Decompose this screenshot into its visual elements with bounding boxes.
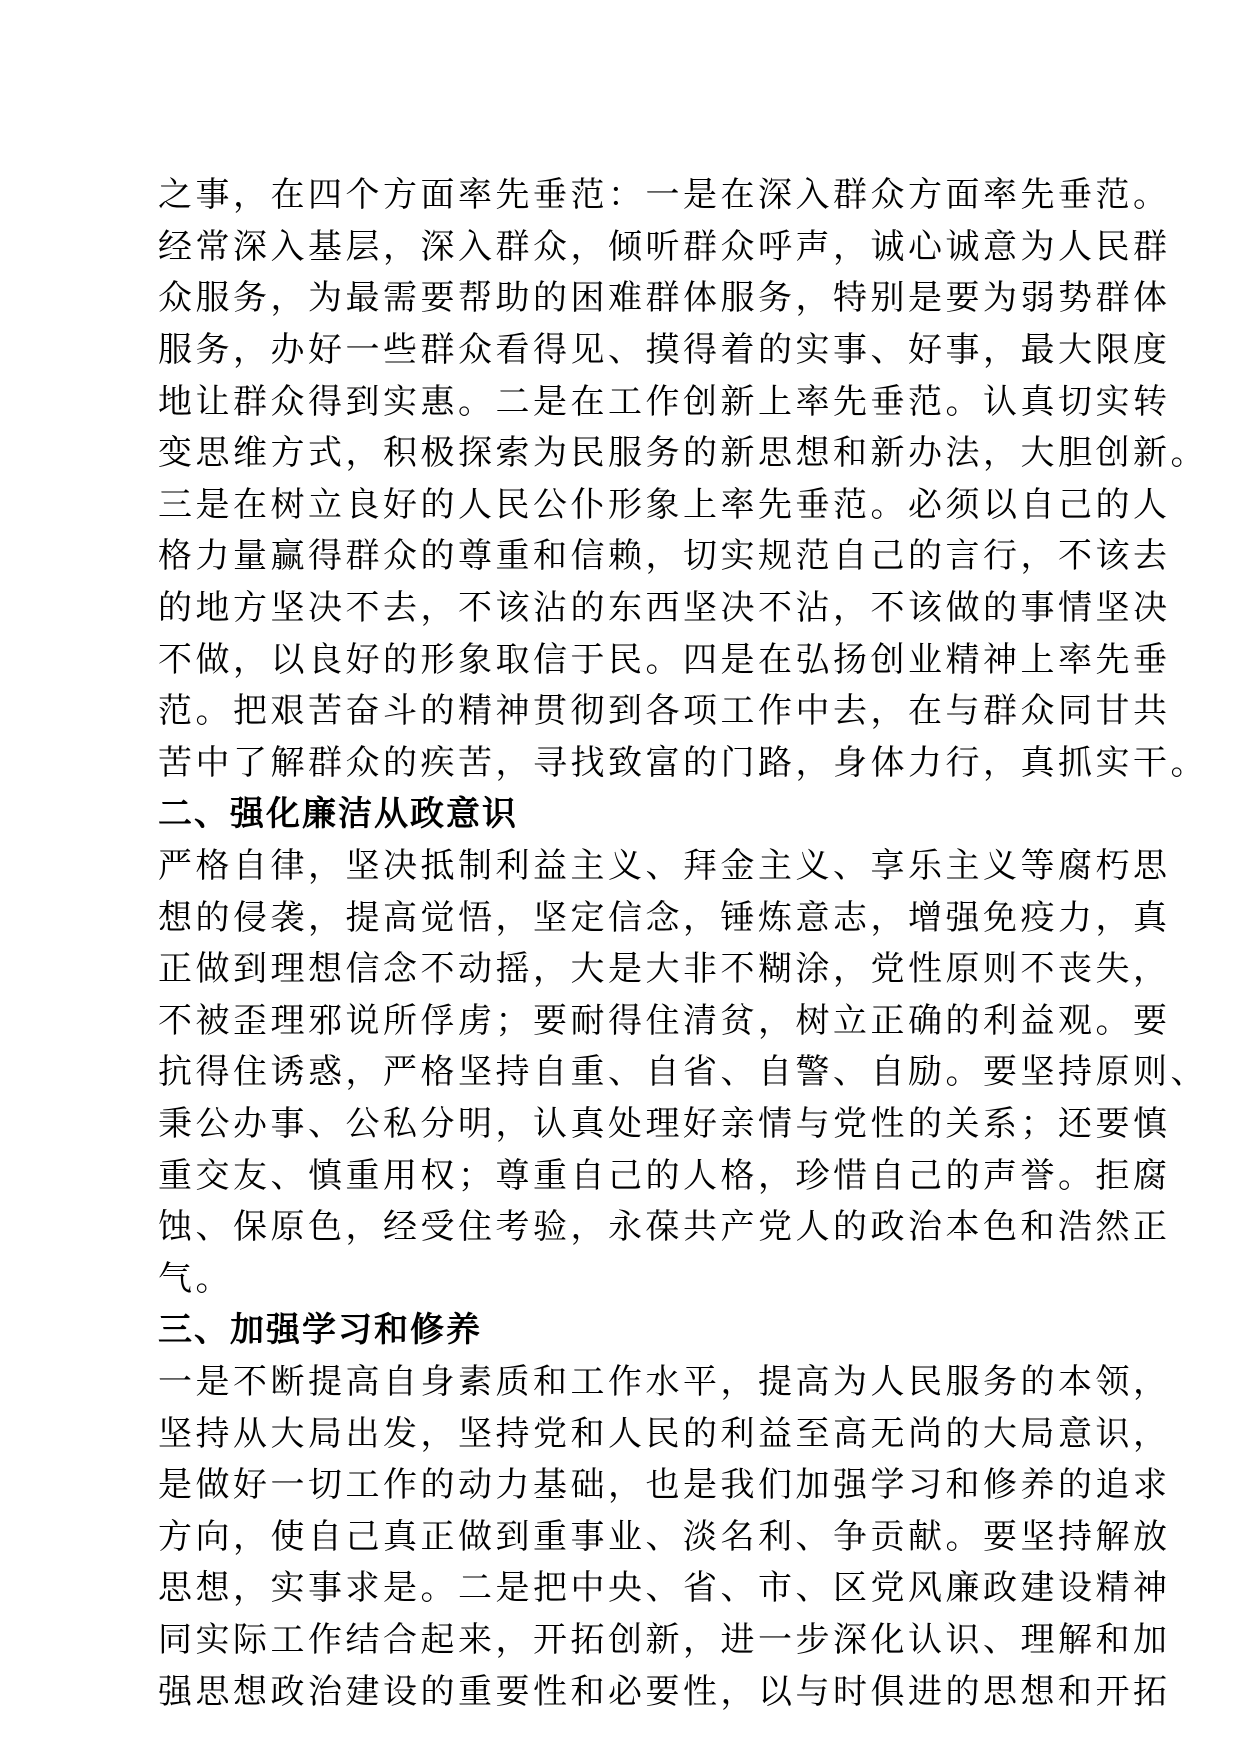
paragraph-line: 一是不断提高自身素质和工作水平，提高为人民服务的本领， xyxy=(158,1362,1171,1402)
section-heading-2: 二、强化廉洁从政意识 xyxy=(158,794,518,834)
paragraph-line: 经常深入基层，深入群众，倾听群众呼声，诚心诚意为人民群 xyxy=(158,227,1171,267)
section-heading-3: 三、加强学习和修养 xyxy=(158,1310,482,1350)
paragraph-line: 思想，实事求是。二是把中央、省、市、区党风廉政建设精神 xyxy=(158,1568,1171,1608)
paragraph-line: 是做好一切工作的动力基础，也是我们加强学习和修养的追求 xyxy=(158,1465,1171,1505)
paragraph-line: 格力量赢得群众的尊重和信赖，切实规范自己的言行，不该去 xyxy=(158,536,1171,576)
paragraph-line: 范。把艰苦奋斗的精神贯彻到各项工作中去，在与群众同甘共 xyxy=(158,691,1171,731)
paragraph-line: 方向，使自己真正做到重事业、淡名利、争贡献。要坚持解放 xyxy=(158,1517,1171,1557)
paragraph-line: 的地方坚决不去，不该沾的东西坚决不沾，不该做的事情坚决 xyxy=(158,588,1171,628)
paragraph-line: 地让群众得到实惠。二是在工作创新上率先垂范。认真切实转 xyxy=(158,382,1171,422)
paragraph-line: 三是在树立良好的人民公仆形象上率先垂范。必须以自己的人 xyxy=(158,485,1171,525)
paragraph-line: 不被歪理邪说所俘虏；要耐得住清贫，树立正确的利益观。要 xyxy=(158,1001,1171,1041)
paragraph-line: 抗得住诱惑，严格坚持自重、自省、自警、自励。要坚持原则、 xyxy=(158,1052,1208,1092)
paragraph-line: 之事，在四个方面率先垂范：一是在深入群众方面率先垂范。 xyxy=(158,175,1171,215)
paragraph-line: 不做，以良好的形象取信于民。四是在弘扬创业精神上率先垂 xyxy=(158,640,1171,680)
paragraph-line: 重交友、慎重用权；尊重自己的人格，珍惜自己的声誉。拒腐 xyxy=(158,1156,1171,1196)
paragraph-line: 强思想政治建设的重要性和必要性，以与时俱进的思想和开拓 xyxy=(158,1672,1171,1712)
paragraph-line: 众服务，为最需要帮助的困难群体服务，特别是要为弱势群体 xyxy=(158,278,1171,318)
paragraph-line: 服务，办好一些群众看得见、摸得着的实事、好事，最大限度 xyxy=(158,330,1171,370)
paragraph-line: 气。 xyxy=(158,1259,233,1299)
paragraph-line: 同实际工作结合起来，开拓创新，进一步深化认识、理解和加 xyxy=(158,1620,1171,1660)
paragraph-line: 正做到理想信念不动摇，大是大非不糊涂，党性原则不丧失， xyxy=(158,949,1171,989)
paragraph-line: 苦中了解群众的疾苦，寻找致富的门路，身体力行，真抓实干。 xyxy=(158,743,1208,783)
paragraph-line: 严格自律，坚决抵制利益主义、拜金主义、享乐主义等腐朽思 xyxy=(158,846,1171,886)
paragraph-line: 秉公办事、公私分明，认真处理好亲情与党性的关系；还要慎 xyxy=(158,1104,1171,1144)
paragraph-line: 变思维方式，积极探索为民服务的新思想和新办法，大胆创新。 xyxy=(158,433,1208,473)
paragraph-line: 坚持从大局出发，坚持党和人民的利益至高无尚的大局意识， xyxy=(158,1414,1171,1454)
paragraph-line: 蚀、保原色，经受住考验，永葆共产党人的政治本色和浩然正 xyxy=(158,1207,1171,1247)
paragraph-line: 想的侵袭，提高觉悟，坚定信念，锤炼意志，增强免疫力，真 xyxy=(158,898,1171,938)
